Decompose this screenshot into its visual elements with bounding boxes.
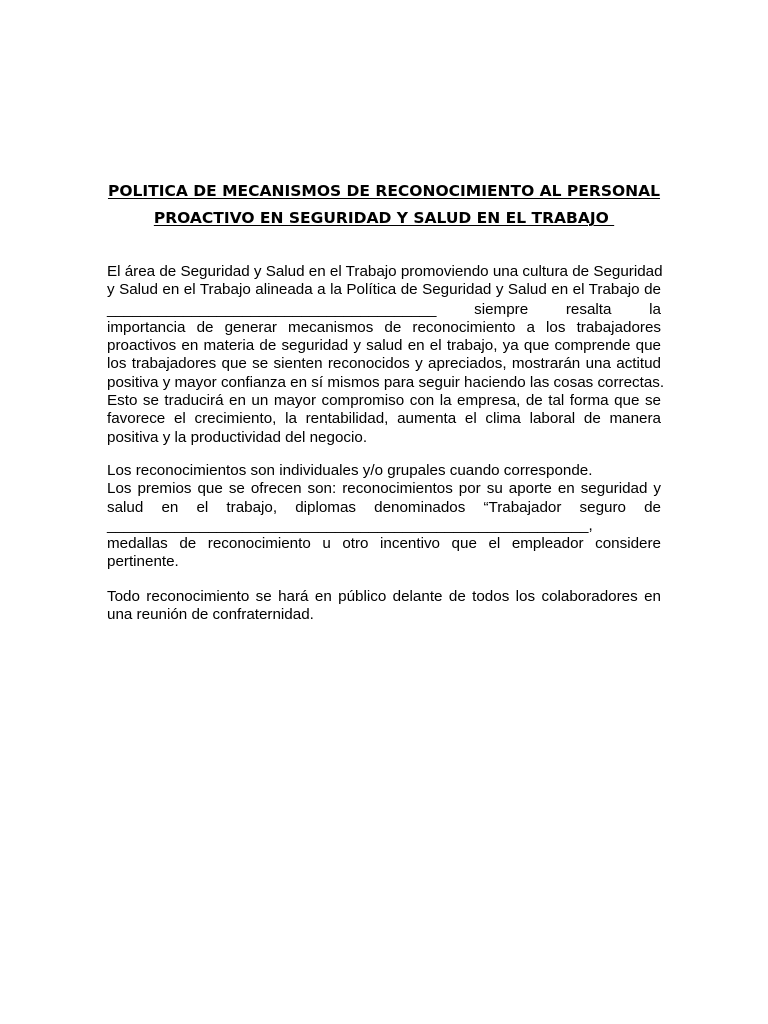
text-line: El área de Seguridad y Salud en el Trabajo promoviendo una cultura de Seguridad [107, 263, 663, 280]
text-line: y Salud en el Trabajo alineada a la Política de Seguridad y Salud en el Trabajo de [107, 281, 661, 299]
award-name-blank-line: _________________________________________________________, [107, 516, 593, 534]
text-line: Los reconocimientos son individuales y/o grupales cuando corresponde. [107, 462, 593, 479]
text-line: salud en el trabajo, diplomas denominados “Trabajador seguro de [107, 498, 661, 516]
title-line-1: POLITICA DE MECANISMOS DE RECONOCIMIENTO AL PERSONAL [107, 182, 661, 200]
paragraph-policy-intro [107, 263, 665, 447]
text-line: positiva y la productividad del negocio. [107, 428, 368, 446]
text-line: pertinente. [107, 553, 179, 571]
text-line: los trabajadores que se sienten reconocidos y apreciados, mostrarán una actitud [107, 355, 661, 373]
title-line-2: PROACTIVO EN SEGURIDAD Y SALUD EN EL TRABAJO [153, 209, 615, 227]
text-line: Esto se traducirá en un mayor compromiso con la empresa, de tal forma que se [107, 392, 661, 410]
text-line: Los premios que se ofrecen son: reconocimientos por su aporte en seguridad y [107, 480, 661, 498]
text-line: favorece el crecimiento, la rentabilidad, aumenta el clima laboral de manera [107, 410, 661, 428]
text-line: proactivos en materia de seguridad y salud en el trabajo, ya que comprende que [107, 337, 661, 355]
text-line: importancia de generar mecanismos de reconocimiento a los trabajadores [107, 318, 661, 336]
text-line: una reunión de confraternidad. [107, 606, 314, 624]
text-line: Todo reconocimiento se hará en público delante de todos los colaboradores en [107, 588, 661, 605]
text-line: medallas de reconocimiento u otro incentivo que el empleador considere [107, 535, 661, 553]
paragraph-awards [107, 462, 661, 572]
text-line: positiva y mayor confianza en sí mismos para seguir haciendo las cosas correctas. [107, 373, 665, 391]
paragraph-public-recognition [107, 588, 661, 625]
document-title [100, 178, 668, 232]
company-name-blank-line: _______________________________________ siempre resalta la [107, 300, 661, 318]
